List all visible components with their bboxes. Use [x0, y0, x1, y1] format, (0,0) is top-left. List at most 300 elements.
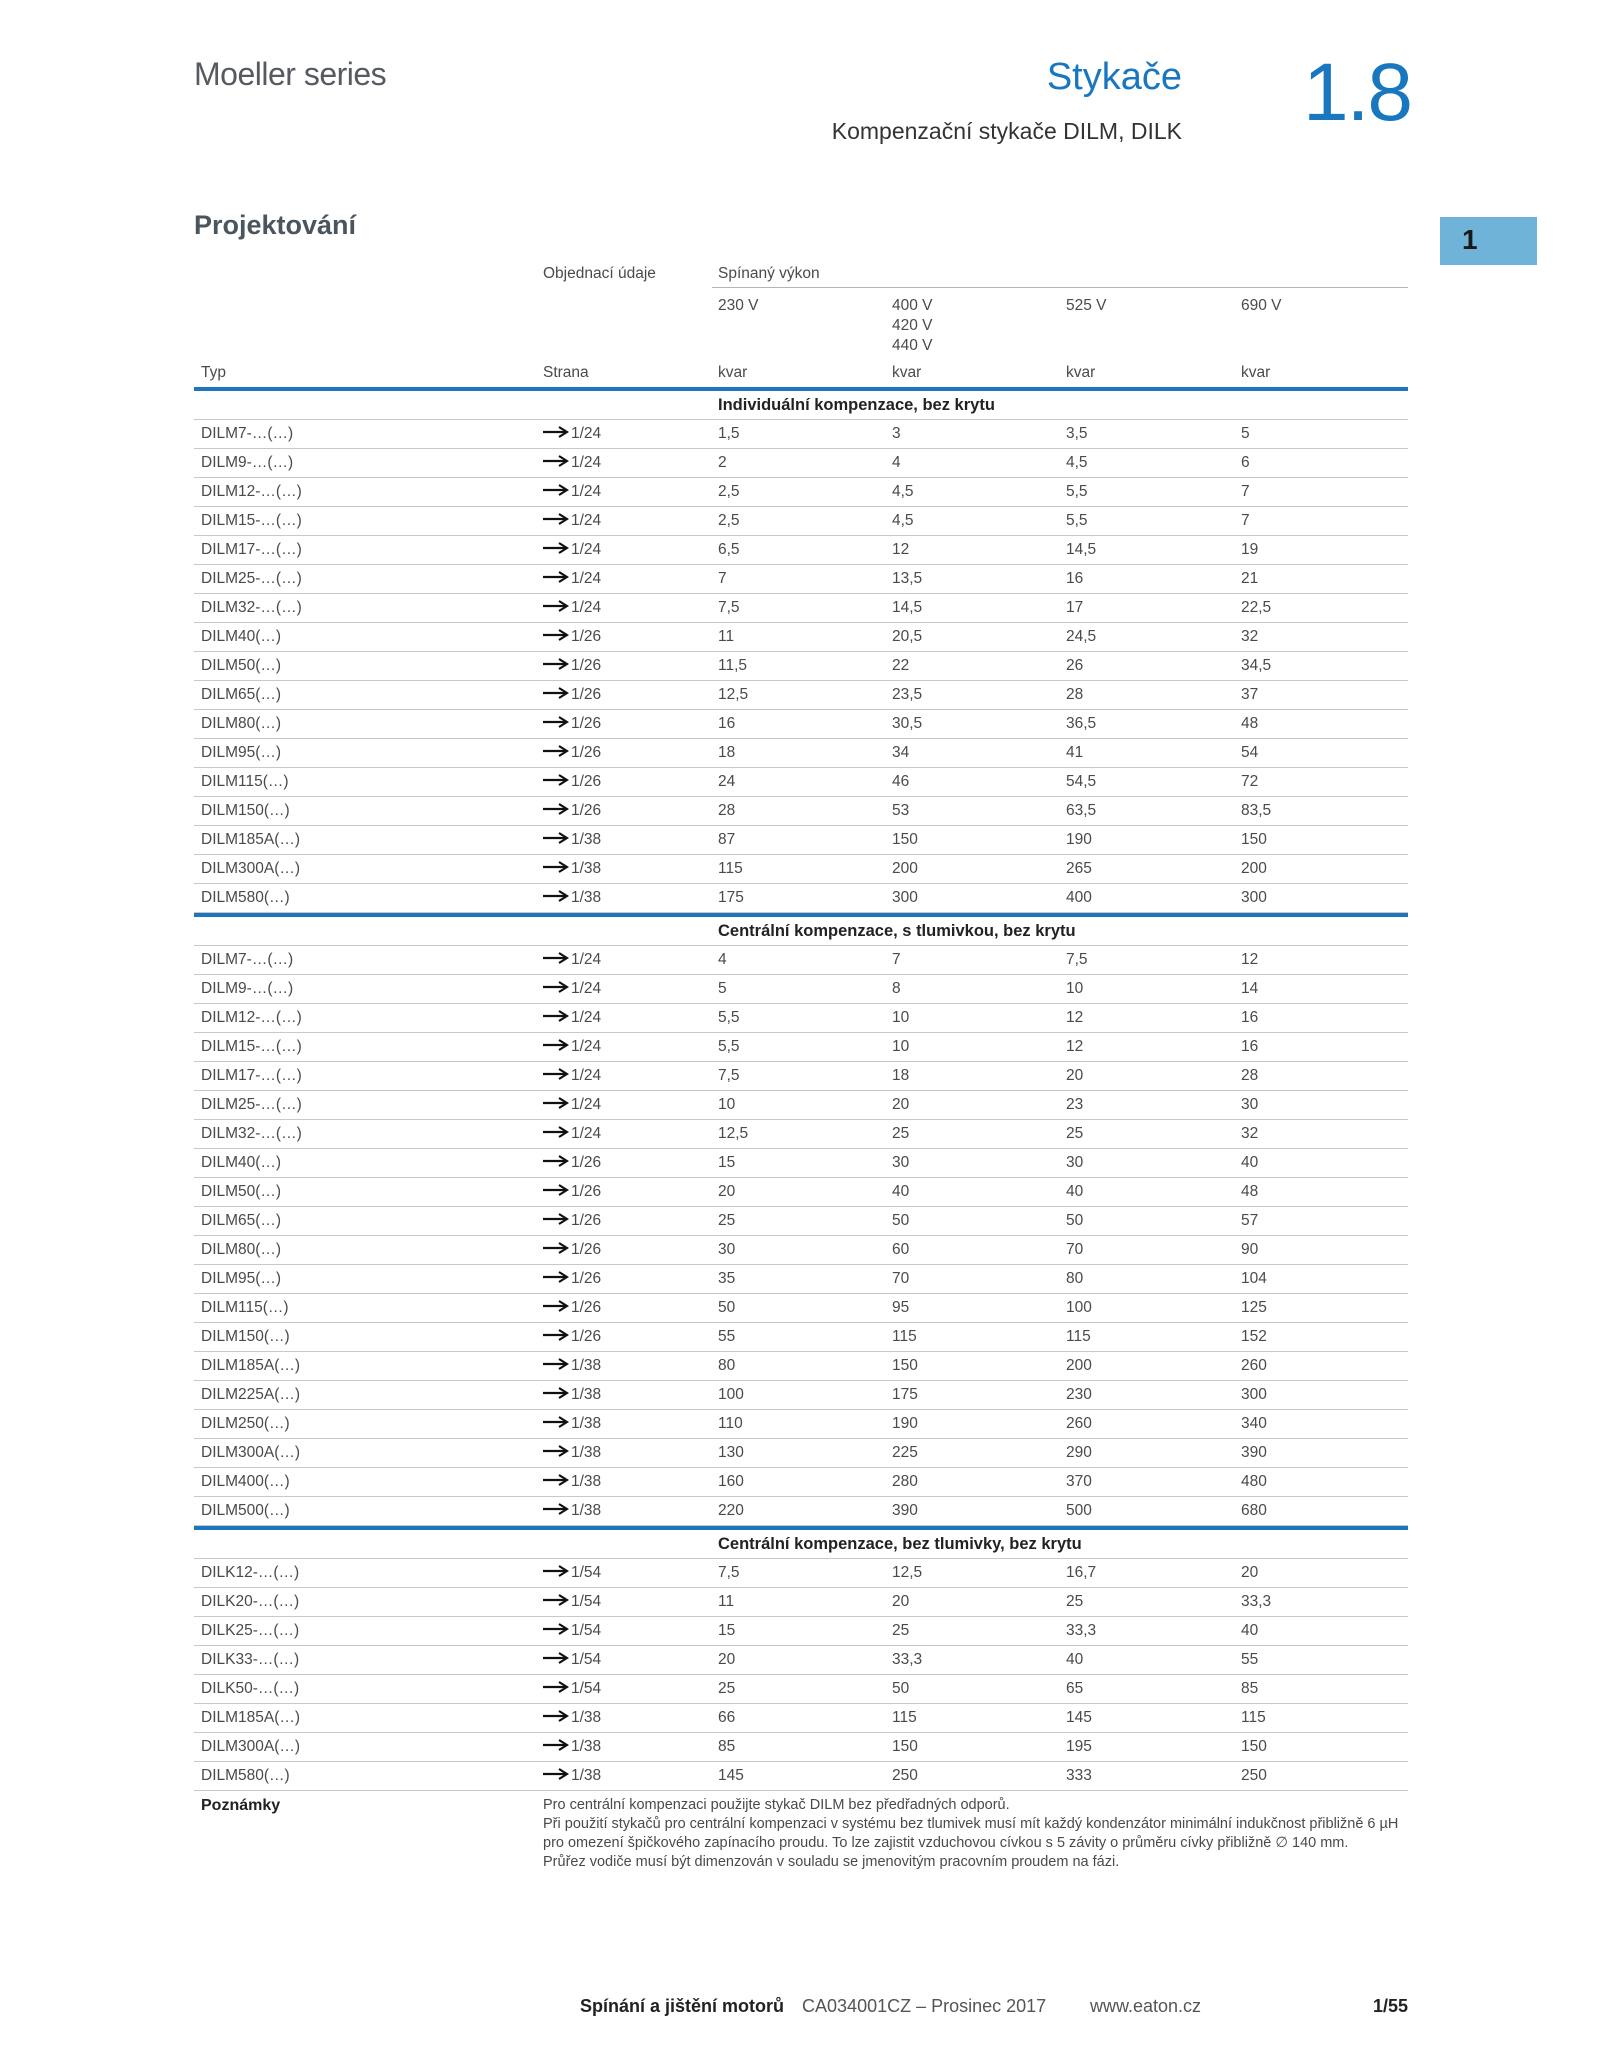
- cell-230v: 66: [718, 1709, 736, 1726]
- cell-type: DILM9-…(…): [201, 454, 294, 471]
- cell-525v: 500: [1066, 1502, 1092, 1519]
- cell-page: [543, 1328, 601, 1346]
- cell-230v: 175: [718, 889, 744, 906]
- cell-400v: 4,5: [892, 512, 914, 529]
- cell-690v: 83,5: [1241, 802, 1272, 819]
- page-ref: 1/24: [571, 1125, 602, 1143]
- cell-230v: 5,5: [718, 1038, 740, 1055]
- cell-page: [543, 1038, 601, 1056]
- cell-page: [543, 1096, 601, 1114]
- cell-230v: 12,5: [718, 1125, 749, 1142]
- cell-690v: 72: [1241, 773, 1259, 790]
- cell-230v: 20: [718, 1183, 736, 1200]
- cell-230v: 2,5: [718, 512, 740, 529]
- cell-230v: 1,5: [718, 425, 740, 442]
- cell-page: [543, 1502, 601, 1520]
- cell-page: [543, 773, 601, 791]
- cell-page: [543, 1154, 601, 1172]
- cell-525v: 230: [1066, 1386, 1092, 1403]
- cell-400v: 20: [892, 1593, 910, 1610]
- header-unit: kvar: [892, 364, 922, 381]
- cell-230v: 55: [718, 1328, 736, 1345]
- cell-400v: 25: [892, 1125, 910, 1142]
- cell-525v: 17: [1066, 599, 1084, 616]
- cell-690v: 40: [1241, 1154, 1259, 1171]
- cell-525v: 26: [1066, 657, 1084, 674]
- cell-525v: 23: [1066, 1096, 1084, 1113]
- arrow-right-icon: [543, 1622, 569, 1640]
- cell-230v: 25: [718, 1680, 736, 1697]
- page-ref: 1/54: [571, 1622, 602, 1640]
- table-row: [194, 1704, 1408, 1733]
- cell-690v: 30: [1241, 1096, 1259, 1113]
- cell-525v: 290: [1066, 1444, 1092, 1461]
- arrow-right-icon: [543, 1241, 569, 1259]
- page-ref: 1/38: [571, 1386, 602, 1404]
- cell-400v: 14,5: [892, 599, 923, 616]
- section-title: Projektování: [194, 210, 357, 240]
- arrow-right-icon: [543, 1593, 569, 1611]
- table-row: [194, 507, 1408, 536]
- cell-page: [543, 715, 601, 733]
- cell-400v: 12: [892, 541, 910, 558]
- cell-525v: 65: [1066, 1680, 1084, 1697]
- table-row: [194, 1265, 1408, 1294]
- cell-400v: 34: [892, 744, 910, 761]
- table-row: [194, 1497, 1408, 1526]
- header-type: Typ: [201, 364, 226, 381]
- arrow-right-icon: [543, 744, 569, 762]
- cell-type: DILM400(…): [201, 1473, 290, 1490]
- page-ref: 1/38: [571, 860, 602, 878]
- arrow-right-icon: [543, 1125, 569, 1143]
- cell-230v: 4: [718, 951, 727, 968]
- page-ref: 1/54: [571, 1680, 602, 1698]
- cell-690v: 48: [1241, 715, 1259, 732]
- table-row: [194, 1468, 1408, 1497]
- cell-525v: 25: [1066, 1125, 1084, 1142]
- cell-type: DILM250(…): [201, 1415, 290, 1432]
- cell-525v: 400: [1066, 889, 1092, 906]
- cell-type: DILM185A(…): [201, 1357, 301, 1374]
- cell-525v: 4,5: [1066, 454, 1088, 471]
- cell-525v: 28: [1066, 686, 1084, 703]
- table-row: [194, 946, 1408, 975]
- cell-type: DILM185A(…): [201, 1709, 301, 1726]
- cell-690v: 19: [1241, 541, 1259, 558]
- cell-690v: 28: [1241, 1067, 1259, 1084]
- cell-525v: 10: [1066, 980, 1084, 997]
- arrow-right-icon: [543, 1357, 569, 1375]
- page-ref: 1/24: [571, 483, 602, 501]
- cell-type: DILM300A(…): [201, 860, 301, 877]
- header-unit: kvar: [718, 364, 748, 381]
- page-ref: 1/26: [571, 686, 602, 704]
- table-row: [194, 536, 1408, 565]
- table-row: [194, 797, 1408, 826]
- cell-400v: 250: [892, 1767, 918, 1784]
- cell-page: [543, 425, 601, 443]
- cell-230v: 100: [718, 1386, 744, 1403]
- page-ref: 1/26: [571, 1154, 602, 1172]
- cell-525v: 30: [1066, 1154, 1084, 1171]
- cell-690v: 54: [1241, 744, 1259, 761]
- cell-525v: 16,7: [1066, 1564, 1097, 1581]
- cell-525v: 370: [1066, 1473, 1092, 1490]
- cell-page: [543, 1067, 601, 1085]
- page-ref: 1/26: [571, 628, 602, 646]
- cell-400v: 4: [892, 454, 901, 471]
- table-row: [194, 1033, 1408, 1062]
- cell-400v: 33,3: [892, 1651, 923, 1668]
- cell-525v: 54,5: [1066, 773, 1097, 790]
- cell-525v: 25: [1066, 1593, 1084, 1610]
- cell-230v: 87: [718, 831, 736, 848]
- cell-690v: 150: [1241, 1738, 1267, 1755]
- chapter-tab: 1: [1440, 217, 1537, 265]
- arrow-right-icon: [543, 512, 569, 530]
- cell-page: [543, 1680, 601, 1698]
- table-row: [194, 420, 1408, 449]
- header-divider: [712, 287, 1408, 288]
- arrow-right-icon: [543, 1680, 569, 1698]
- cell-page: [543, 1212, 601, 1230]
- cell-230v: 80: [718, 1357, 736, 1374]
- arrow-right-icon: [543, 773, 569, 791]
- cell-230v: 7,5: [718, 599, 740, 616]
- cell-525v: 333: [1066, 1767, 1092, 1784]
- table-row: [194, 1207, 1408, 1236]
- cell-400v: 40: [892, 1183, 910, 1200]
- arrow-right-icon: [543, 570, 569, 588]
- cell-type: DILM150(…): [201, 1328, 290, 1345]
- cell-page: [543, 1473, 601, 1491]
- table-row: [194, 710, 1408, 739]
- cell-525v: 16: [1066, 570, 1084, 587]
- arrow-right-icon: [543, 951, 569, 969]
- cell-690v: 21: [1241, 570, 1259, 587]
- cell-690v: 22,5: [1241, 599, 1272, 616]
- cell-400v: 200: [892, 860, 918, 877]
- cell-400v: 22: [892, 657, 910, 674]
- cell-690v: 150: [1241, 831, 1267, 848]
- cell-230v: 12,5: [718, 686, 749, 703]
- table-row: [194, 855, 1408, 884]
- cell-type: DILK20-…(…): [201, 1593, 300, 1610]
- cell-type: DILM580(…): [201, 889, 290, 906]
- cell-400v: 50: [892, 1212, 910, 1229]
- header-525v: 525 V: [1066, 297, 1107, 314]
- arrow-right-icon: [543, 802, 569, 820]
- cell-690v: 90: [1241, 1241, 1259, 1258]
- cell-690v: 250: [1241, 1767, 1267, 1784]
- cell-525v: 145: [1066, 1709, 1092, 1726]
- cell-230v: 110: [718, 1415, 743, 1432]
- cell-690v: 55: [1241, 1651, 1259, 1668]
- capacitor-contactor-table: [194, 256, 1408, 1881]
- cell-230v: 11,5: [718, 657, 748, 674]
- cell-400v: 4,5: [892, 483, 914, 500]
- cell-type: DILM15-…(…): [201, 512, 302, 529]
- cell-525v: 50: [1066, 1212, 1084, 1229]
- arrow-right-icon: [543, 1009, 569, 1027]
- arrow-right-icon: [543, 1386, 569, 1404]
- page-ref: 1/38: [571, 1767, 602, 1785]
- chapter-number: 1.8: [1303, 47, 1411, 138]
- cell-type: DILM95(…): [201, 1270, 282, 1287]
- arrow-right-icon: [543, 541, 569, 559]
- cell-525v: 40: [1066, 1651, 1084, 1668]
- cell-400v: 13,5: [892, 570, 923, 587]
- arrow-right-icon: [543, 1415, 569, 1433]
- arrow-right-icon: [543, 1738, 569, 1756]
- cell-page: [543, 686, 601, 704]
- page-ref: 1/26: [571, 1241, 602, 1259]
- cell-page: [543, 1299, 601, 1317]
- cell-690v: 104: [1241, 1270, 1267, 1287]
- cell-page: [543, 570, 601, 588]
- cell-230v: 6,5: [718, 541, 740, 558]
- cell-type: DILM17-…(…): [201, 1067, 302, 1084]
- cell-525v: 5,5: [1066, 512, 1088, 529]
- note-line: Při použití stykačů pro centrální kompenzaci v systému bez tlumivek musí mít každý kondenzátor minimální indukčnost přibližně 6 µH pro omezení špičkového zapínacího proudu. To lze zajistit vzduchovou cívkou s 5 závity o průměru cívky přibližně ∅ 140 mm.: [543, 1816, 1399, 1851]
- cell-525v: 24,5: [1066, 628, 1097, 645]
- note-line: Průřez vodiče musí být dimenzován v souladu se jmenovitým pracovním proudem na fázi.: [543, 1854, 1120, 1870]
- page-ref: 1/24: [571, 1067, 602, 1085]
- table-row: [194, 1091, 1408, 1120]
- table-row: [194, 1439, 1408, 1468]
- cell-525v: 63,5: [1066, 802, 1097, 819]
- notes-label: Poznámky: [201, 1797, 281, 1814]
- table-row: [194, 826, 1408, 855]
- cell-230v: 7: [718, 570, 727, 587]
- page-ref: 1/38: [571, 1473, 602, 1491]
- cell-525v: 115: [1066, 1328, 1091, 1345]
- page-ref: 1/26: [571, 715, 602, 733]
- cell-type: DILM12-…(…): [201, 483, 302, 500]
- table-row: [194, 739, 1408, 768]
- cell-690v: 7: [1241, 512, 1250, 529]
- cell-525v: 7,5: [1066, 951, 1088, 968]
- page-ref: 1/38: [571, 889, 602, 907]
- table-row: [194, 975, 1408, 1004]
- cell-page: [543, 483, 601, 501]
- cell-type: DILM80(…): [201, 715, 282, 732]
- cell-690v: 33,3: [1241, 1593, 1272, 1610]
- cell-type: DILM300A(…): [201, 1738, 301, 1755]
- cell-690v: 16: [1241, 1009, 1259, 1026]
- arrow-right-icon: [543, 1651, 569, 1669]
- cell-400v: 3: [892, 425, 901, 442]
- cell-type: DILM65(…): [201, 1212, 282, 1229]
- cell-400v: 8: [892, 980, 901, 997]
- arrow-right-icon: [543, 1038, 569, 1056]
- cell-page: [543, 1622, 601, 1640]
- cell-525v: 100: [1066, 1299, 1092, 1316]
- table-row: [194, 1236, 1408, 1265]
- cell-page: [543, 1009, 601, 1027]
- arrow-right-icon: [543, 1328, 569, 1346]
- cell-type: DILM9-…(…): [201, 980, 294, 997]
- cell-page: [543, 1415, 601, 1433]
- cell-page: [543, 1386, 601, 1404]
- cell-page: [543, 1241, 601, 1259]
- cell-690v: 115: [1241, 1709, 1266, 1726]
- cell-400v: 10: [892, 1009, 910, 1026]
- cell-page: [543, 831, 601, 849]
- cell-690v: 40: [1241, 1622, 1259, 1639]
- cell-400v: 30: [892, 1154, 910, 1171]
- arrow-right-icon: [543, 628, 569, 646]
- cell-page: [543, 860, 601, 878]
- header-230v: 230 V: [718, 297, 759, 314]
- page-ref: 1/26: [571, 1183, 602, 1201]
- page-ref: 1/26: [571, 657, 602, 675]
- page-ref: 1/24: [571, 599, 602, 617]
- cell-230v: 5: [718, 980, 727, 997]
- cell-525v: 14,5: [1066, 541, 1097, 558]
- page-ref: 1/24: [571, 951, 602, 969]
- page-ref: 1/24: [571, 512, 602, 530]
- cell-type: DILM115(…): [201, 773, 289, 790]
- cell-230v: 15: [718, 1154, 736, 1171]
- group-title: Individuální kompenzace, bez krytu: [718, 396, 995, 414]
- cell-230v: 2: [718, 454, 727, 471]
- arrow-right-icon: [543, 1299, 569, 1317]
- page-ref: 1/54: [571, 1564, 602, 1582]
- cell-690v: 680: [1241, 1502, 1267, 1519]
- arrow-right-icon: [543, 1154, 569, 1172]
- arrow-right-icon: [543, 1270, 569, 1288]
- table-row: [194, 1675, 1408, 1704]
- table-row: [194, 1762, 1408, 1791]
- cell-type: DILM25-…(…): [201, 570, 302, 587]
- cell-400v: 390: [892, 1502, 918, 1519]
- cell-page: [543, 1444, 601, 1462]
- cell-690v: 152: [1241, 1328, 1267, 1345]
- cell-230v: 30: [718, 1241, 736, 1258]
- cell-400v: 7: [892, 951, 901, 968]
- cell-page: [543, 980, 601, 998]
- page-ref: 1/38: [571, 1415, 602, 1433]
- cell-400v: 23,5: [892, 686, 923, 703]
- table-row: [194, 652, 1408, 681]
- table-row: [194, 1294, 1408, 1323]
- cell-400v: 18: [892, 1067, 910, 1084]
- cell-400v: 20: [892, 1096, 910, 1113]
- cell-690v: 7: [1241, 483, 1250, 500]
- table-header: [194, 256, 1408, 391]
- arrow-right-icon: [543, 1564, 569, 1582]
- page-ref: 1/38: [571, 1709, 602, 1727]
- cell-230v: 145: [718, 1767, 744, 1784]
- page-ref: 1/24: [571, 1009, 602, 1027]
- cell-525v: 12: [1066, 1038, 1084, 1055]
- series-name: Moeller series: [194, 56, 387, 92]
- cell-page: [543, 1564, 601, 1582]
- cell-525v: 33,3: [1066, 1622, 1097, 1639]
- arrow-right-icon: [543, 657, 569, 675]
- arrow-right-icon: [543, 1502, 569, 1520]
- page-ref: 1/26: [571, 1212, 602, 1230]
- arrow-right-icon: [543, 1067, 569, 1085]
- cell-690v: 12: [1241, 951, 1259, 968]
- page-ref: 1/26: [571, 773, 602, 791]
- cell-type: DILM80(…): [201, 1241, 282, 1258]
- page-ref: 1/38: [571, 1357, 602, 1375]
- cell-230v: 130: [718, 1444, 744, 1461]
- cell-page: [543, 1125, 601, 1143]
- cell-230v: 15: [718, 1622, 736, 1639]
- cell-690v: 260: [1241, 1357, 1267, 1374]
- table-body: [194, 391, 1408, 1791]
- page-number: 1/55: [1372, 1996, 1408, 2016]
- cell-230v: 11: [718, 628, 735, 645]
- cell-type: DILM65(…): [201, 686, 282, 703]
- cell-400v: 190: [892, 1415, 918, 1432]
- cell-400v: 150: [892, 831, 918, 848]
- cell-page: [543, 657, 601, 675]
- page-title: Stykače: [1046, 56, 1182, 98]
- cell-page: [543, 628, 601, 646]
- cell-230v: 115: [718, 860, 743, 877]
- page-ref: 1/26: [571, 744, 602, 762]
- cell-230v: 11: [718, 1593, 735, 1610]
- cell-525v: 12: [1066, 1009, 1084, 1026]
- cell-page: [543, 1183, 601, 1201]
- cell-400v: 95: [892, 1299, 910, 1316]
- header-400v: 400 V 420 V 440 V: [892, 297, 933, 354]
- cell-page: [543, 599, 601, 617]
- cell-type: DILM50(…): [201, 657, 282, 674]
- table-row: [194, 1323, 1408, 1352]
- table-row: [194, 1646, 1408, 1675]
- table-row: [194, 768, 1408, 797]
- cell-525v: 70: [1066, 1241, 1084, 1258]
- footer-book: Spínání a jištění motorů: [580, 1996, 785, 2016]
- cell-400v: 300: [892, 889, 918, 906]
- cell-type: DILM7-…(…): [201, 951, 294, 968]
- cell-page: [543, 889, 601, 907]
- table-row: [194, 478, 1408, 507]
- table-row: [194, 1617, 1408, 1646]
- table-row: [194, 884, 1408, 913]
- cell-page: [543, 541, 601, 559]
- cell-400v: 50: [892, 1680, 910, 1697]
- arrow-right-icon: [543, 454, 569, 472]
- arrow-right-icon: [543, 715, 569, 733]
- cell-400v: 25: [892, 1622, 910, 1639]
- cell-type: DILM12-…(…): [201, 1009, 302, 1026]
- group-title: Centrální kompenzace, s tlumivkou, bez krytu: [718, 922, 1076, 940]
- cell-type: DILM15-…(…): [201, 1038, 302, 1055]
- cell-230v: 5,5: [718, 1009, 740, 1026]
- table-row: [194, 449, 1408, 478]
- cell-type: DILM25-…(…): [201, 1096, 302, 1113]
- cell-page: [543, 802, 601, 820]
- cell-400v: 115: [892, 1709, 917, 1726]
- note-line: Pro centrální kompenzaci použijte stykač DILM bez předřadných odporů.: [543, 1797, 1010, 1813]
- arrow-right-icon: [543, 1473, 569, 1491]
- table-row: [194, 1588, 1408, 1617]
- cell-type: DILM300A(…): [201, 1444, 301, 1461]
- table-row: [194, 1559, 1408, 1588]
- cell-page: [543, 512, 601, 530]
- page-ref: 1/54: [571, 1651, 602, 1669]
- cell-400v: 30,5: [892, 715, 923, 732]
- cell-230v: 28: [718, 802, 736, 819]
- footer-code: CA034001CZ – Prosinec 2017: [802, 1996, 1047, 2016]
